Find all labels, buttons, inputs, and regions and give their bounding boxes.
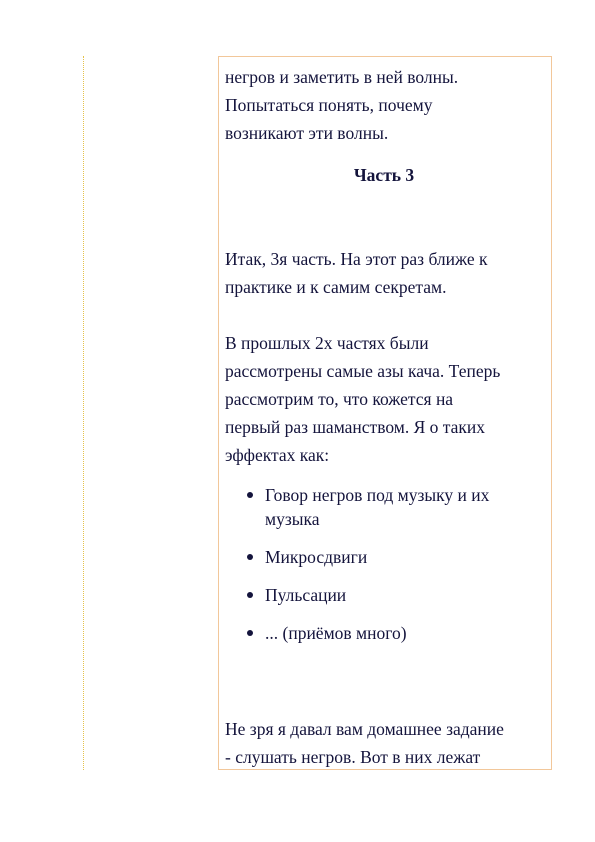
- list-item: Микросдвиги: [225, 545, 543, 569]
- paragraph-line: В прошлых 2х частях были: [225, 333, 429, 353]
- paragraph-1: [225, 245, 543, 301]
- bullet-icon: [247, 492, 253, 498]
- paragraph-line: эффектах как:: [225, 445, 330, 465]
- bullet-icon: [247, 592, 253, 598]
- closing-paragraph: [225, 715, 543, 770]
- paragraph-line: первый раз шаманством. Я о таких: [225, 417, 485, 437]
- intro-paragraph: [225, 63, 543, 147]
- paragraph-line: Не зря я давал вам домашнее задание: [225, 719, 504, 739]
- list-item: ... (приёмов много): [225, 621, 543, 645]
- left-margin-dotted-line: [83, 56, 84, 770]
- paragraph-line: практике и к самим секретам.: [225, 277, 447, 297]
- list-item: Пульсации: [225, 583, 543, 607]
- paragraph-line: Итак, 3я часть. На этот раз ближе к: [225, 249, 488, 269]
- section-heading: Часть 3: [353, 165, 415, 185]
- paragraph-2: [225, 329, 543, 469]
- paragraph-line: рассмотрены самые азы кача. Теперь: [225, 361, 501, 381]
- text-column: [218, 56, 552, 770]
- intro-line: негров и заметить в ней волны.: [225, 67, 459, 87]
- bullet-icon: [247, 554, 253, 560]
- effects-list: [225, 483, 543, 645]
- list-item: Говор негров под музыку и их музыка: [225, 483, 543, 531]
- intro-line: Попытаться понять, почему: [225, 95, 433, 115]
- intro-line: возникают эти волны.: [225, 123, 389, 143]
- paragraph-line: - слушать негров. Вот в них лежат: [225, 747, 481, 767]
- bullet-icon: [247, 630, 253, 636]
- paragraph-line: рассмотрим то, что кожется на: [225, 389, 454, 409]
